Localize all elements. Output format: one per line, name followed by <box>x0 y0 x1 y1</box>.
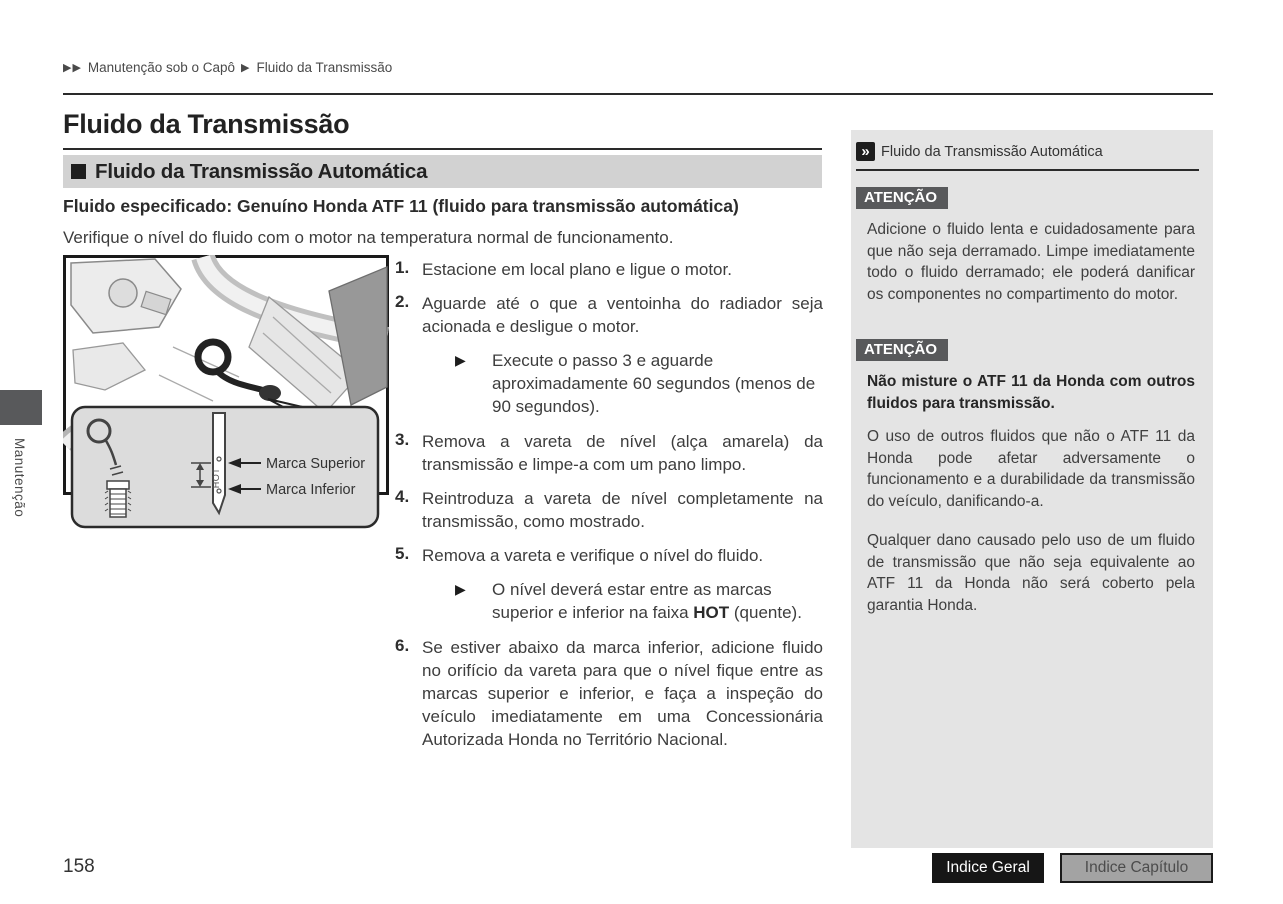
breadcrumb-double-arrow-icon: ▶▶ <box>63 62 82 74</box>
chapter-tab-marker <box>0 390 42 425</box>
section-heading-bar <box>63 155 822 188</box>
step-arrow-icon: ▶ <box>455 352 466 368</box>
attention-1-text: Adicione o fluido lenta e cuidadosamente para que não seja derramado. Limpe imediatamente todo o fluido derramado; ele poderá danificar os componentes no compartimento do motor. <box>867 221 1195 303</box>
breadcrumb-section-link[interactable]: Fluido da Transmissão <box>256 60 393 75</box>
step-text: Estacione em local plano e ligue o motor. <box>422 260 732 279</box>
chapter-tab-label: Manutenção <box>12 438 27 518</box>
dipstick-blade <box>213 413 225 513</box>
attention-2-paragraph-2: Qualquer dano causado pelo uso de um fluido de transmissão que não seja equivalente ao ATF 11 da Honda não será coberto pela garantia Honda. <box>867 532 1195 614</box>
step-4 <box>395 487 823 533</box>
substep-text: Execute o passo 3 e aguarde aproximadamente 60 segundos (menos de 90 segundos). <box>492 351 816 416</box>
step-number: 1. <box>395 258 410 277</box>
step-6 <box>395 636 823 751</box>
engine-bay-figure <box>63 255 389 540</box>
step-2-note <box>455 349 823 418</box>
attention-2-paragraph-1: O uso de outros fluidos que não o ATF 11 da Honda pode afetar adversamente o funcionamento e a durabilidade da transmissão do veículo, danificando-a. <box>867 428 1195 510</box>
breadcrumb-arrow-icon: ▶ <box>241 62 251 74</box>
section-heading: Fluido da Transmissão Automática <box>95 159 428 183</box>
sidebar-rule <box>856 169 1199 171</box>
upper-mark-label: Marca Superior <box>266 456 366 472</box>
hot-keyword: HOT <box>693 603 730 622</box>
specified-fluid-line: Fluido especificado: Genuíno Honda ATF 11 (fluido para transmissão automática) <box>63 196 739 216</box>
step-number: 5. <box>395 544 410 563</box>
general-index-button[interactable]: Indice Geral <box>932 853 1044 883</box>
step-text: Aguarde até o que a ventoinha do radiador seja acionada e desligue o motor. <box>422 294 823 336</box>
procedure-steps <box>395 258 823 762</box>
step-number: 3. <box>395 430 410 449</box>
step-text: Se estiver abaixo da marca inferior, adicione fluido no orifício da vareta para que o nível fique entre as marcas superior e inferior, e faça a inspeção do veículo imediatamente em uma Concessionária Autorizada Honda no Território Nacional. <box>422 638 823 749</box>
attention-2-lead: Não misture o ATF 11 da Honda com outros fluidos para transmissão. <box>867 373 1195 412</box>
hot-range-text: HOT <box>211 467 221 489</box>
sidebar-header-label: Fluido da Transmissão Automática <box>881 143 1103 160</box>
step-5 <box>395 544 823 567</box>
step-text: Remova a vareta de nível (alça amarela) da transmissão e limpe-a com um pano limpo. <box>422 432 823 474</box>
substep-text <box>492 578 823 624</box>
step-5-note <box>455 578 823 624</box>
step-3 <box>395 430 823 476</box>
breadcrumb <box>63 60 392 75</box>
page-title: Fluido da Transmissão <box>63 109 350 139</box>
step-number: 6. <box>395 636 410 655</box>
step-2 <box>395 292 823 338</box>
chapter-index-button[interactable]: Indice Capítulo <box>1060 853 1213 883</box>
sidebar-header <box>856 142 1199 161</box>
substep-text-pre: O nível deverá estar entre as marcas superior e inferior na faixa <box>492 580 772 622</box>
step-number: 4. <box>395 487 410 506</box>
substep-text-post: (quente). <box>729 603 802 622</box>
lower-mark-label: Marca Inferior <box>266 482 356 498</box>
title-rule <box>63 148 822 150</box>
top-rule <box>63 93 1213 95</box>
page-number: 158 <box>63 856 95 877</box>
breadcrumb-chapter-link[interactable]: Manutenção sob o Capô <box>87 60 236 75</box>
step-arrow-icon: ▶ <box>455 581 466 597</box>
step-number: 2. <box>395 292 410 311</box>
attention-badge-1: ATENÇÃO <box>856 187 948 209</box>
step-1 <box>395 258 823 281</box>
dipstick-illustration <box>63 255 389 540</box>
attention-badge-2: ATENÇÃO <box>856 339 948 361</box>
section-square-icon <box>71 164 86 179</box>
step-text: Reintroduza a vareta de nível completamente na transmissão, como mostrado. <box>422 489 823 531</box>
intro-line: Verifique o nível do fluido com o motor na temperatura normal de funcionamento. <box>63 228 674 247</box>
reference-sidebar <box>851 130 1213 848</box>
step-text: Remova a vareta e verifique o nível do fluido. <box>422 546 764 565</box>
double-chevron-icon: » <box>856 142 875 161</box>
dipstick-callout <box>72 407 378 527</box>
